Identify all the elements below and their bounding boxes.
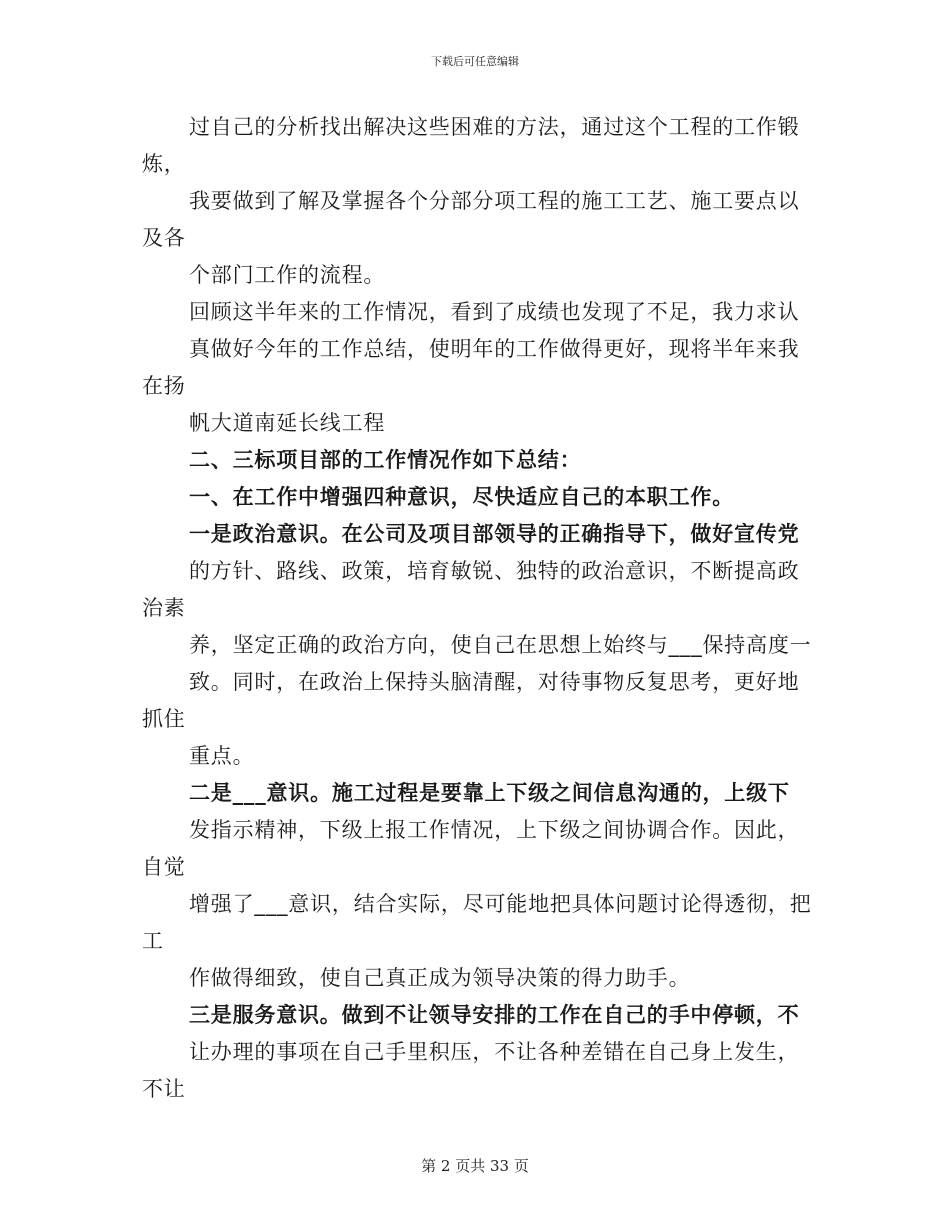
text-line: 帆大道南延长线工程: [189, 411, 386, 435]
text-line: 增强了___意识，结合实际，尽可能地把具体问题讨论得透彻，把: [189, 892, 812, 916]
text-line: 过自己的分析找出解决这些困难的方法，通过这个工程的工作锻: [189, 115, 800, 139]
text-line: 重点。: [189, 744, 255, 768]
text-line: 个部门工作的流程。: [189, 263, 386, 287]
text-line: 的方针、路线、政策，培育敏锐、独特的政治意识，不断提高政: [189, 559, 800, 583]
text-line: 致。同时，在政治上保持头脑清醒，对待事物反复思考，更好地: [189, 670, 800, 694]
text-line: 我要做到了解及掌握各个分部分项工程的施工工艺、施工要点以: [189, 189, 800, 213]
text-line: 回顾这半年来的工作情况，看到了成绩也发现了不足，我力求认: [189, 300, 800, 324]
text-line: 二是___意识。施工过程是要靠上下级之间信息沟通的，上级下: [189, 781, 790, 805]
page-footer: 第 2 页共 33 页: [421, 1157, 529, 1175]
text-line: 发指示精神，下级上报工作情况，上下级之间协调合作。因此，: [189, 818, 800, 842]
text-line: 及各: [142, 226, 186, 250]
text-line: 不让: [142, 1077, 186, 1101]
text-line: 真做好今年的工作总结，使明年的工作做得更好，现将半年来我: [189, 337, 800, 361]
text-line: 养，坚定正确的政治方向，使自己在思想上始终与___保持高度一: [189, 633, 812, 657]
text-line: 炼，: [142, 152, 186, 176]
text-line: 三是服务意识。做到不让领导安排的工作在自己的手中停顿，不: [189, 1003, 800, 1027]
text-line: 治素: [142, 596, 186, 620]
text-line: 让办理的事项在自己手里积压，不让各种差错在自己身上发生，: [189, 1040, 800, 1064]
text-line: 一是政治意识。在公司及项目部领导的正确指导下，做好宣传党: [189, 522, 800, 546]
section-heading: 一、在工作中增强四种意识，尽快适应自己的本职工作。: [189, 485, 734, 509]
page-header: 下载后可任意编辑: [431, 55, 519, 68]
text-line: 作做得细致，使自己真正成为领导决策的得力助手。: [189, 966, 691, 990]
text-line: 二、三标项目部的工作情况作如下总结：: [189, 448, 582, 472]
text-line: 在扬: [142, 374, 186, 398]
text-line: 抓住: [142, 707, 186, 731]
text-line: 工: [142, 929, 164, 953]
text-line: 自觉: [142, 855, 186, 879]
